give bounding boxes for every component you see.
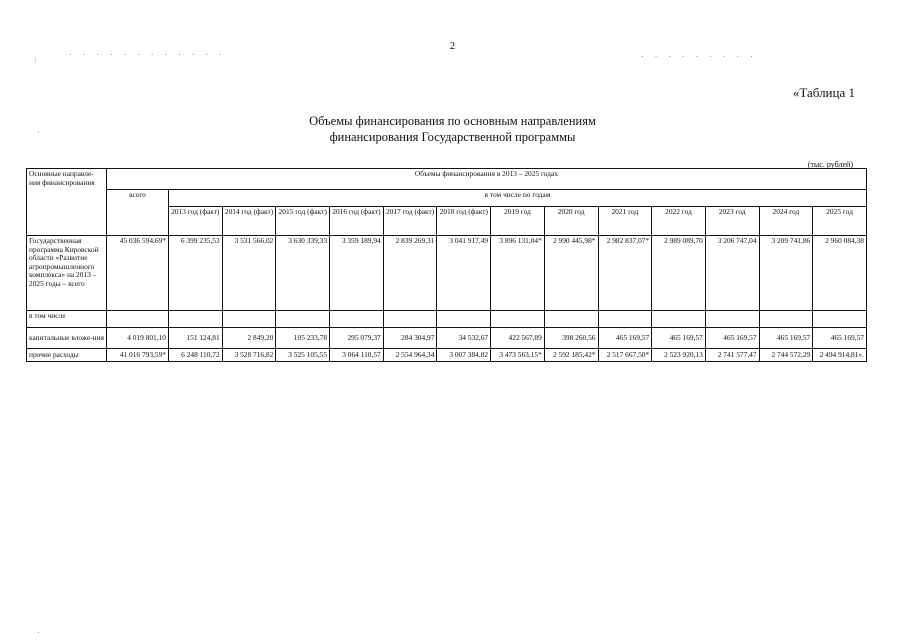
value-cell: 3 007 384,82 [437,349,491,362]
value-cell [169,311,223,328]
financing-table [26,168,867,362]
value-cell: 3 896 131,04* [491,236,545,311]
total-cell [107,311,169,328]
row-label-cell: в том числе [27,311,107,328]
value-cell: 3 473 563,15* [491,349,545,362]
scan-noise: · · · · · · · · · · · · [68,50,225,59]
total-header-cell: всего [107,190,169,236]
value-cell: 151 124,81 [169,328,223,349]
value-cell: 3 359 189,94 [330,236,384,311]
year-header-cell: 2014 год (факт) [222,207,276,236]
corner-header-cell: Основные направле-ния финансирования [27,169,107,236]
value-cell: 34 532,67 [437,328,491,349]
page-number: 2 [449,40,456,52]
value-cell: 465 169,57 [813,328,867,349]
year-header-cell: 2015 год (факт) [276,207,330,236]
value-cell [544,311,598,328]
value-cell: 3 206 747,04 [705,236,759,311]
value-cell: 105 233,78 [276,328,330,349]
total-cell: 45 036 594,69* [107,236,169,311]
value-cell [276,311,330,328]
value-cell: 465 169,57 [759,328,813,349]
year-header-cell: 2022 год [652,207,706,236]
title-line-1: Объемы финансирования по основным направлениям [309,114,596,128]
value-cell [652,311,706,328]
value-cell: 2 989 089,70 [652,236,706,311]
value-cell: 3 525 105,55 [276,349,330,362]
value-cell [383,311,437,328]
document-title [0,113,905,145]
scan-noise: · [36,628,43,637]
year-header-cell: 2013 год (факт) [169,207,223,236]
year-header-cell: 2017 год (факт) [383,207,437,236]
value-cell: 284 304,97 [383,328,437,349]
value-cell: 6 248 110,72 [169,349,223,362]
total-cell: 41 016 793,59* [107,349,169,362]
span-header-cell: Объемы финансирования в 2013 – 2025 годах [107,169,867,190]
value-cell [813,311,867,328]
value-cell: 2 523 920,13 [652,349,706,362]
value-cell: 2 990 445,98* [544,236,598,311]
row-label-cell: прочие расходы [27,349,107,362]
value-cell: 3 041 917,49 [437,236,491,311]
value-cell: 6 399 235,53 [169,236,223,311]
value-cell: 2 849,20 [222,328,276,349]
year-header-cell: 2018 год (факт) [437,207,491,236]
value-cell [222,311,276,328]
value-cell: 422 567,89 [491,328,545,349]
value-cell: 2 517 667,50* [598,349,652,362]
value-cell: 2 982 837,07* [598,236,652,311]
value-cell: 3 064 110,57 [330,349,384,362]
value-cell [491,311,545,328]
value-cell [705,311,759,328]
value-cell: 465 169,57 [652,328,706,349]
header-row-1 [27,169,867,190]
including-row [27,311,867,328]
year-header-cell: 2019 год [491,207,545,236]
year-header-cell: 2020 год [544,207,598,236]
value-cell [437,311,491,328]
value-cell: 465 169,57 [705,328,759,349]
title-line-2: финансирования Государственной программы [329,130,576,144]
row-label-cell: капитальные вложе-ния [27,328,107,349]
value-cell: 2 960 084,38 [813,236,867,311]
capital-investments-row [27,328,867,349]
value-cell [330,311,384,328]
value-cell: 465 169,57 [598,328,652,349]
year-header-cell: 2016 год (факт) [330,207,384,236]
total-cell: 4 019 801,10 [107,328,169,349]
year-header-cell: 2023 год [705,207,759,236]
value-cell [598,311,652,328]
value-cell: 2 494 914,81». [813,349,867,362]
program-total-row [27,236,867,311]
row-label-cell: Государственная программа Кировской области «Развитие агропромышленного комплекса» на 2013 – 2025 годы – всего [27,236,107,311]
scan-noise: ⁝ [34,56,39,65]
header-row-2 [27,190,867,207]
value-cell: 2 554 964,34 [383,349,437,362]
value-cell: 3 630 339,33 [276,236,330,311]
scan-noise: · [36,128,43,137]
table-label: «Таблица 1 [792,85,855,100]
value-cell: 2 592 185,42* [544,349,598,362]
value-cell: 3 531 566,02 [222,236,276,311]
value-cell [759,311,813,328]
year-header-cell: 2021 год [598,207,652,236]
units-note: (тыс. рублей) [807,160,853,169]
value-cell: 295 079,37 [330,328,384,349]
scan-noise: · · · · · · · · · [640,52,756,61]
by-year-header-cell: в том числе по годам [169,190,867,207]
value-cell: 3 528 716,82 [222,349,276,362]
value-cell: 398 260,56 [544,328,598,349]
value-cell: 3 209 741,86 [759,236,813,311]
value-cell: 2 741 577,47 [705,349,759,362]
other-expenses-row [27,349,867,362]
year-header-cell: 2025 год [813,207,867,236]
value-cell: 2 744 572,29 [759,349,813,362]
year-header-cell: 2024 год [759,207,813,236]
value-cell: 2 839 269,31 [383,236,437,311]
